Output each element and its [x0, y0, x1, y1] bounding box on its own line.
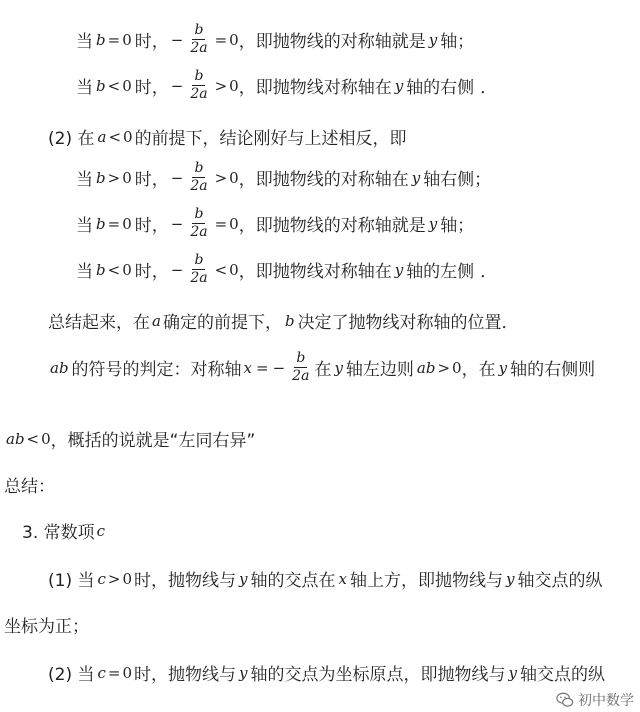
text-run: 坐标为正；	[4, 617, 89, 637]
math-symbol: <	[108, 127, 122, 146]
math-symbol: b	[96, 30, 106, 49]
fraction-b-over-2a	[290, 350, 311, 385]
math-symbol: 0	[41, 429, 51, 448]
text-run: 当	[76, 78, 93, 98]
math-symbol: 0	[229, 214, 239, 233]
text-run: 轴；	[440, 216, 475, 236]
math-symbol: =	[256, 358, 269, 377]
paragraph-case-2	[48, 124, 407, 149]
math-symbol: =	[214, 214, 228, 233]
math-symbol: 0	[122, 214, 132, 233]
text-run: 轴上方，即抛物线与	[349, 571, 503, 591]
text-run: 时，	[134, 170, 169, 190]
text-run: ．	[480, 78, 498, 98]
math-symbol: x	[338, 569, 347, 588]
math-symbol: 2a	[190, 40, 208, 56]
math-symbol: ab	[416, 358, 436, 377]
text-run: ．	[480, 262, 498, 282]
math-symbol: 0	[229, 30, 239, 49]
fraction-b-over-2a	[188, 206, 209, 241]
fraction-b-over-2a	[188, 160, 209, 195]
math-symbol: b	[284, 311, 295, 330]
text-run: (2) 当	[48, 665, 95, 685]
line-b-lt-0-left	[76, 252, 497, 287]
math-symbol: −	[170, 260, 184, 279]
text-run: 轴的交点在	[250, 571, 336, 591]
text-run: 时，抛物线与	[134, 571, 237, 591]
math-symbol: c	[96, 521, 106, 540]
math-symbol: b	[194, 160, 204, 176]
math-symbol: 0	[123, 127, 133, 146]
text-run: 时，	[134, 78, 169, 98]
text-run: ，	[238, 262, 256, 282]
text-run: 确定的前提下，	[162, 313, 282, 333]
math-symbol: >	[437, 358, 451, 377]
text-run: 3. 常数项	[22, 523, 95, 543]
math-symbol: ab	[50, 358, 69, 377]
text-run: 即抛物线的对称轴就是	[255, 216, 426, 236]
math-symbol: <	[107, 76, 121, 95]
fraction-b-over-2a	[188, 68, 209, 103]
text-run: 当	[76, 262, 93, 282]
math-symbol: >	[107, 569, 121, 588]
math-symbol: y	[394, 76, 404, 95]
text-run: 即抛物线的对称轴就是	[255, 32, 426, 52]
math-symbol: y	[239, 663, 248, 682]
text-run: 轴左边则	[345, 360, 414, 380]
text-run: 轴的右侧则	[510, 360, 596, 380]
text-run: 当	[76, 170, 93, 190]
math-symbol: −	[170, 168, 184, 187]
line-b-eq-0-case2	[76, 206, 474, 241]
ab-sign-rule	[50, 350, 595, 385]
c-positive-rule	[48, 566, 602, 591]
text-run: 当	[76, 32, 93, 52]
math-symbol: −	[170, 30, 184, 49]
text-run: 当	[76, 216, 93, 236]
text-run: 时，抛物线与	[134, 665, 237, 685]
fraction-b-over-2a	[188, 252, 209, 287]
math-symbol: y	[428, 30, 438, 49]
text-run: ，	[238, 170, 256, 190]
math-symbol: a	[97, 127, 107, 146]
text-run: 总结起来，在	[48, 313, 150, 333]
text-run: 轴的右侧	[406, 78, 475, 98]
math-symbol: c	[97, 569, 106, 588]
math-symbol: >	[214, 76, 228, 95]
text-run: ，	[238, 32, 256, 52]
math-symbol: c	[97, 663, 106, 682]
ab-sign-rule-cont	[6, 426, 255, 451]
math-symbol: b	[194, 22, 204, 38]
watermark: 初中数学	[556, 690, 634, 710]
math-symbol: 2a	[190, 178, 208, 194]
text-run: 的符号的判定：对称轴	[71, 360, 242, 380]
text-run: (2) 在	[48, 129, 95, 149]
math-symbol: 0	[229, 168, 239, 187]
c-positive-rule-cont	[4, 612, 89, 637]
math-symbol: y	[508, 663, 517, 682]
math-symbol: 0	[229, 76, 239, 95]
math-symbol: 0	[452, 358, 462, 377]
math-symbol: b	[96, 76, 106, 95]
text-run: 时，	[134, 216, 169, 236]
text-run: 轴的交点为坐标原点，即抛物线与	[250, 665, 506, 685]
math-symbol: y	[505, 569, 515, 588]
text-run: 时，	[134, 262, 169, 282]
math-symbol: b	[96, 168, 106, 187]
fraction-b-over-2a	[188, 22, 209, 57]
text-run: 轴；	[440, 32, 475, 52]
math-symbol: >	[107, 168, 121, 187]
math-symbol: b	[296, 350, 306, 366]
math-symbol: 2a	[292, 368, 310, 384]
text-run: 决定了抛物线对称轴的位置．	[297, 313, 519, 333]
math-symbol: >	[214, 168, 228, 187]
math-symbol: b	[194, 252, 204, 268]
text-run: 即抛物线对称轴在	[255, 262, 392, 282]
text-run: 的前提下，结论刚好与上述相反，即	[134, 129, 407, 149]
line-b-gt-0	[76, 160, 491, 195]
math-symbol: b	[194, 68, 204, 84]
math-symbol: y	[428, 214, 438, 233]
math-symbol: y	[394, 260, 404, 279]
math-symbol: =	[107, 663, 121, 682]
math-symbol: 2a	[190, 224, 208, 240]
text-run: (1) 当	[48, 571, 95, 591]
math-symbol: 0	[122, 76, 132, 95]
math-symbol: 0	[229, 260, 239, 279]
line-b-lt-0-right	[76, 68, 497, 103]
c-zero-rule	[48, 660, 605, 685]
text-run: 即抛物线对称轴在	[255, 78, 392, 98]
text-run: ，在	[461, 360, 496, 380]
math-symbol: y	[334, 358, 343, 377]
math-symbol: b	[96, 260, 106, 279]
math-symbol: y	[498, 358, 508, 377]
math-symbol: −	[272, 358, 286, 377]
text-run: ，	[238, 216, 256, 236]
math-symbol: −	[170, 214, 184, 233]
text-run: ，	[238, 78, 256, 98]
math-symbol: <	[26, 429, 40, 448]
summary-paragraph	[48, 308, 519, 333]
math-symbol: b	[96, 214, 106, 233]
math-symbol: 0	[122, 30, 132, 49]
math-symbol: =	[107, 30, 121, 49]
text-run: 轴交点的纵	[519, 665, 605, 685]
text-run: 轴右侧；	[423, 170, 492, 190]
math-symbol: 0	[122, 663, 133, 682]
math-symbol: 2a	[190, 270, 208, 286]
text-run: 轴交点的纵	[517, 571, 603, 591]
math-symbol: a	[152, 311, 161, 330]
math-symbol: y	[239, 569, 248, 588]
math-symbol: =	[214, 30, 228, 49]
math-symbol: 0	[122, 260, 132, 279]
summary-heading	[4, 472, 55, 497]
math-symbol: x	[243, 358, 253, 377]
text-run: 轴的左侧	[406, 262, 475, 282]
text-run: 即抛物线的对称轴在	[255, 170, 409, 190]
math-symbol: <	[107, 260, 121, 279]
text-run: 在	[314, 360, 332, 380]
math-symbol: y	[411, 168, 421, 187]
math-symbol: =	[107, 214, 121, 233]
math-symbol: 0	[122, 168, 132, 187]
text-run: ，概括的说就是“左同右异”	[50, 431, 256, 451]
section-constant-c	[22, 518, 105, 543]
math-symbol: <	[214, 260, 228, 279]
text-run: 时，	[134, 32, 169, 52]
text-run: 总结：	[4, 477, 55, 497]
line-b-eq-0	[76, 22, 474, 57]
math-symbol: b	[194, 206, 204, 222]
math-symbol: 2a	[190, 86, 208, 102]
math-symbol: −	[170, 76, 184, 95]
wechat-icon	[556, 691, 574, 709]
math-symbol: ab	[6, 429, 25, 448]
math-symbol: 0	[122, 569, 133, 588]
